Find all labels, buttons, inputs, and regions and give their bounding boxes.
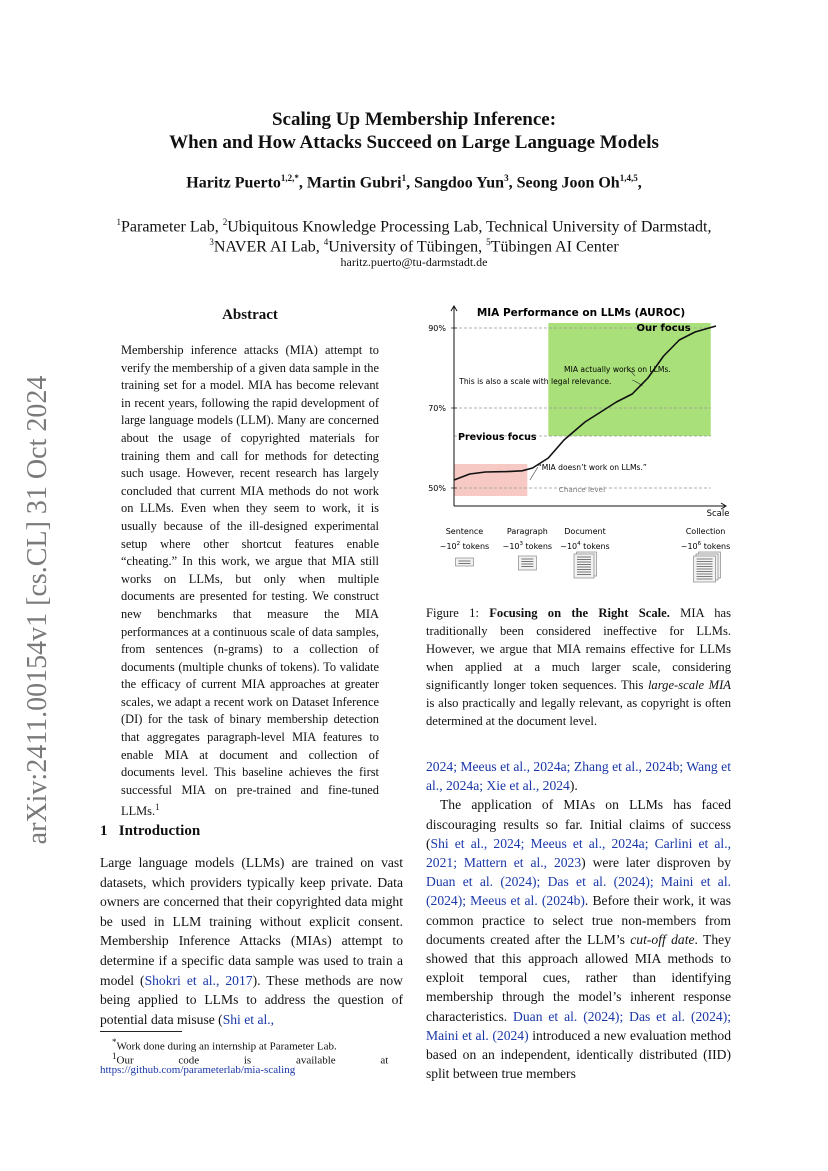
citation-link[interactable]: 2024; Meeus et al., 2024a; Zhang et al., 2024b; Wang et al., 2024a; Xie et al., 2024 bbox=[426, 759, 731, 794]
annotation-works: MIA actually works on LLMs. bbox=[564, 365, 671, 374]
paper-title-line2: When and How Attacks Succeed on Large Language Models bbox=[169, 132, 659, 153]
section-number: 1 bbox=[100, 823, 108, 839]
x-category-label: Sentence bbox=[445, 527, 484, 536]
abstract-body bbox=[121, 342, 379, 821]
caption-bold: Focusing on the Right Scale. bbox=[489, 606, 670, 620]
y-tick-label: 50% bbox=[428, 484, 446, 493]
caption-text-b: is also practically and legally relevant, as copyright is often determined at the document level. bbox=[426, 696, 731, 728]
right-column-text bbox=[426, 757, 731, 1083]
x-category-tokens: $\sim 10^6$ tokens bbox=[680, 541, 731, 551]
author-name: Seong Joon Oh bbox=[516, 174, 620, 192]
arxiv-identifier: arXiv:2411.00154v1 [cs.CL] 31 Oct 2024 bbox=[22, 375, 53, 845]
previous-focus-label: Previous focus bbox=[458, 432, 537, 443]
x-category-tokens: $\sim 10^2$ tokens bbox=[439, 541, 490, 551]
citation-link[interactable]: Shokri et al., 2017 bbox=[144, 972, 253, 988]
figure-1 bbox=[426, 298, 736, 588]
footnote-mark[interactable]: 1 bbox=[155, 802, 160, 813]
author-separator: , bbox=[298, 174, 307, 192]
affiliation-line2 bbox=[0, 232, 828, 257]
abstract-heading: Abstract bbox=[222, 307, 278, 323]
arxiv-sidebar bbox=[12, 360, 64, 860]
body-text: ) were later disproven by bbox=[581, 855, 731, 871]
affil-mark: 2 bbox=[222, 217, 228, 227]
mia-performance-chart bbox=[426, 298, 736, 588]
section-title: Introduction bbox=[118, 823, 201, 839]
footnote-2-mark: 1 bbox=[112, 1051, 117, 1061]
x-category-tokens: $\sim 10^4$ tokens bbox=[560, 541, 610, 551]
author-email[interactable]: haritz.puerto@tu-darmstadt.de bbox=[340, 255, 488, 269]
caption-label: Figure 1: bbox=[426, 606, 479, 620]
footnote-rule bbox=[100, 1031, 182, 1032]
citation-link[interactable]: Shi et al., bbox=[222, 1011, 275, 1027]
author-affil-mark: 1,2,* bbox=[280, 173, 299, 183]
y-tick-label: 90% bbox=[428, 324, 446, 333]
code-link[interactable]: https://github.com/parameterlab/mia-scaling bbox=[100, 1064, 296, 1076]
previous-focus-region bbox=[454, 464, 527, 496]
x-category-label: Document bbox=[564, 527, 606, 536]
body-text: . Before their work, it was common practice to select true non-members from documents created after the LLM’s bbox=[426, 893, 731, 947]
author-separator: , bbox=[637, 174, 642, 192]
body-text: introduced a new evaluation method based on an independent, identically distributed (IID) split between true members bbox=[426, 1027, 731, 1082]
author-name: Haritz Puerto bbox=[186, 174, 281, 192]
citation-link[interactable]: Duan et al. (2024); Das et al. (2024); Maini et al. (2024); Meeus et al. (2024b) bbox=[426, 874, 731, 909]
footnote-1-text: Work done during an internship at Parameter Lab. bbox=[116, 1040, 337, 1053]
caption-text-a: MIA has traditionally been considered ineffective for LLMs. However, we argue that MIA remains effective for LLMs when applied at a much larger scale, considering significantly longer token sequences. This bbox=[426, 606, 731, 692]
footnote-2-text: Our code is available at bbox=[116, 1054, 389, 1067]
author-list bbox=[0, 173, 828, 192]
citation-link[interactable]: Shi et al., 2024; Meeus et al., 2024a; Carlini et al., 2021; Mattern et al., 2023 bbox=[426, 835, 731, 871]
body-text: . They showed that this approach allowed MIA methods to exploit temporal cues, rather than identifying membership through the model’s inherent response characteristics. bbox=[426, 931, 731, 1024]
chance-level-label: Chance level bbox=[558, 485, 606, 494]
x-axis-label: Scale bbox=[706, 509, 730, 519]
affil-text: Ubiquitous Knowledge Processing Lab, Technical University of Darmstadt, bbox=[227, 218, 712, 236]
author-separator: , bbox=[406, 174, 415, 192]
affil-mark: 4 bbox=[323, 237, 329, 247]
abstract-text: Membership inference attacks (MIA) attempt to verify the membership of a given data sample in the training set for a model. MIA has become relevant in recent years, following the rapid development of large language models (LLM). Many are concerned about the usage of copyrighted materials for training them and call for methods for detecting such usage. However, recent research has largely concluded that current MIA methods do not work on LLMs. Even when they seem to work, it is usually because of the ill-designed experimental setup where other shortcut features enable “cheating.” In this work, we argue that MIA still works on LLMs, but only when multiple documents are presented for testing. We construct new benchmarks that measure the MIA performances at a continuous scale of data samples, from sentences (n-grams) to a collection of documents (multiple chunks of tokens). To validate the efficacy of current MIA approaches at greater scales, we adapt a recent work on Dataset Inference (DI) for the task of binary membership detection that aggregates paragraph-level MIA features to enable MIA at document and collection of documents level. This baseline achieves the first successful MIA on pre-trained and fine-tuned LLMs. bbox=[121, 343, 379, 819]
author-affil-mark: 1,4,5 bbox=[619, 173, 638, 183]
document-icon bbox=[518, 556, 536, 570]
chart-title: MIA Performance on LLMs (AUROC) bbox=[476, 307, 686, 319]
body-text: cut-off date bbox=[630, 931, 695, 947]
intro-paragraph bbox=[100, 853, 403, 1029]
body-text: ). These methods are now being applied to LLMs to address the question of potential data misuse ( bbox=[100, 972, 403, 1027]
body-text: The application of MIAs on LLMs has faced discouraging results so far. Initial claims of success ( bbox=[426, 797, 731, 851]
affil-text: Parameter Lab, bbox=[121, 218, 223, 236]
author-name: Sangdoo Yun bbox=[414, 174, 505, 192]
affil-text: Tübingen AI Center bbox=[490, 238, 619, 256]
footnote-1-mark: * bbox=[112, 1037, 117, 1047]
author-affil-mark: 1 bbox=[401, 173, 407, 183]
our-focus-label: Our focus bbox=[636, 323, 691, 334]
section-heading-introduction bbox=[100, 823, 200, 840]
body-text: Large language models (LLMs) are trained on vast datasets, which providers typically keep private. Data owners are concerned that their copyrighted data might be used in LLM training without explicit consent. Membership Inference Attacks (MIAs) attempt to determine if a specific data sample was used to train a model ( bbox=[100, 855, 403, 988]
body-text: ). bbox=[569, 778, 578, 794]
document-icon bbox=[455, 558, 473, 566]
figure-1-caption bbox=[426, 604, 731, 730]
author-separator: , bbox=[508, 174, 517, 192]
paper-title-line1: Scaling Up Membership Inference: bbox=[271, 109, 557, 130]
affil-mark: 5 bbox=[486, 237, 491, 247]
annotation-doesnt-work: “MIA doesn’t work on LLMs.” bbox=[537, 463, 647, 472]
x-category-label: Collection bbox=[685, 527, 726, 536]
affil-text: University of Tübingen, bbox=[328, 238, 487, 256]
annotation-legal: This is also a scale with legal relevance. bbox=[459, 377, 612, 386]
x-category-tokens: $\sim 10^3$ tokens bbox=[502, 541, 553, 551]
affil-mark: 1 bbox=[116, 217, 121, 227]
y-tick-label: 70% bbox=[428, 404, 446, 413]
author-name: Martin Gubri bbox=[306, 174, 402, 192]
x-category-label: Paragraph bbox=[506, 527, 548, 536]
affil-mark: 3 bbox=[209, 237, 214, 247]
author-affil-mark: 3 bbox=[504, 173, 509, 183]
citation-link[interactable]: Duan et al. (2024); Das et al. (2024); Maini et al. (2024) bbox=[426, 1008, 731, 1043]
caption-italic: large-scale MIA bbox=[647, 678, 731, 692]
affil-text: NAVER AI Lab, bbox=[213, 238, 324, 256]
